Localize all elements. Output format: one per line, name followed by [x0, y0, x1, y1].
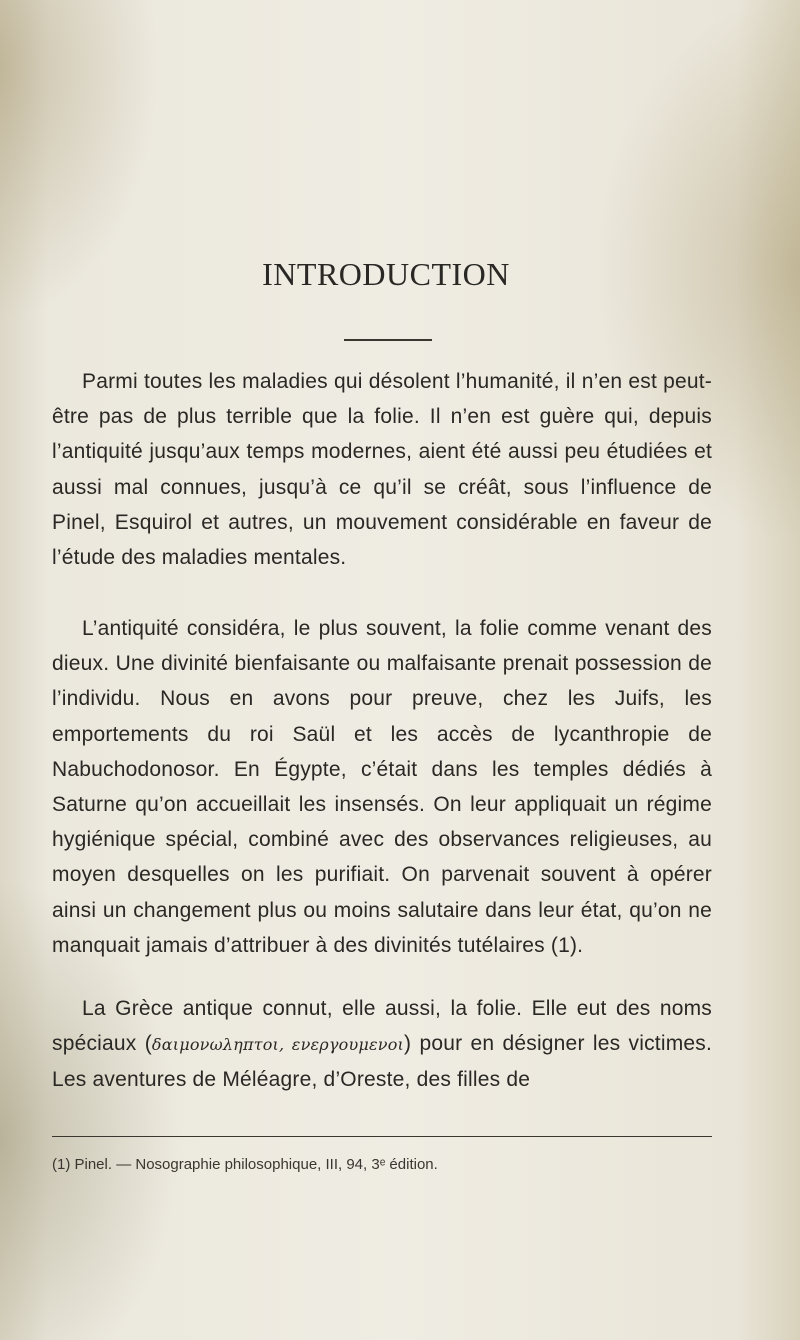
paragraph-3-end: ) pour en désigner les victimes. Les aventures de Méléagre, d’Oreste, des filles de	[52, 1032, 712, 1092]
footnote: (1) Pinel. — Nosographie philosophique, III, 94, 3ᵉ édition.	[52, 1156, 438, 1173]
paragraph-3	[52, 991, 712, 1098]
paragraph-2: L’antiquité considéra, le plus souvent, la folie comme venant des dieux. Une divinité bienfaisante ou malfaisante prenait possession de l’individu. Nous en avons pour preuve, chez les Juifs, les emportements du roi Saül et les accès de lycanthropie de Nabuchodonosor. En Égypte, c’était dans les temples dédiés à Saturne qu’on accueillait les insensés. On leur appliquait un régime hygiénique spécial, combiné avec des observances religieuses, au moyen desquelles on les purifiait. On parvenait souvent à opérer ainsi un changement plus ou moins salutaire dans leur état, qu’on ne manquait jamais d’attribuer à des divinités tutélaires (1).	[52, 617, 712, 957]
title-divider	[344, 339, 432, 341]
paragraph-3-start: La Grèce antique connut, elle aussi, la folie. Elle eut des noms spéciaux (	[52, 997, 712, 1056]
page-title: INTRODUCTION	[262, 256, 510, 292]
footnote-divider	[52, 1136, 712, 1137]
paragraph-1: Parmi toutes les maladies qui désolent l’humanité, il n’en est peut-être pas de plus terrible que la folie. Il n’en est guère qui, depuis l’antiquité jusqu’aux temps modernes, aient été aussi peu étudiées et aussi mal connues, jusqu’à ce qu’il se créât, sous l’influence de Pinel, Esquirol et autres, un mouvement considérable en faveur de l’étude des maladies mentales.	[52, 370, 712, 570]
greek-terms: δαιμονωληπτοι, ενεργουμενοι	[151, 1035, 405, 1055]
